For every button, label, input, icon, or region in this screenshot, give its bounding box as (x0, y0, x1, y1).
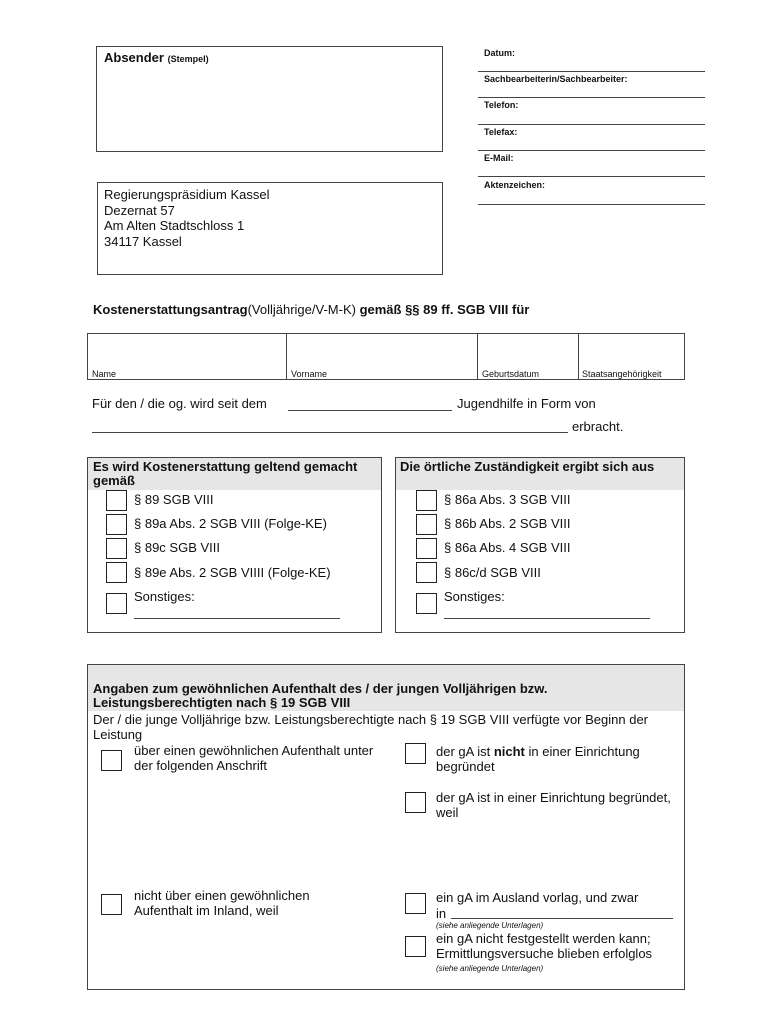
sender-label: Absender (104, 50, 164, 65)
field-email: E-Mail: (484, 153, 514, 163)
reimbursement-box (87, 457, 382, 633)
jurisdiction-box (395, 457, 685, 633)
recipient-line-2: Dezernat 57 (104, 202, 175, 218)
recipient-box (97, 182, 443, 275)
checkbox-no-residence[interactable] (101, 894, 122, 915)
option-not-in-facility: der gA ist nicht in einer Einrichtung begründet (436, 744, 640, 774)
checkbox-86a3[interactable] (416, 490, 437, 511)
col-firstname-label: Vorname (291, 369, 328, 379)
field-phone: Telefon: (484, 100, 519, 110)
checkbox-86cd[interactable] (416, 562, 437, 583)
field-reference: Aktenzeichen: (484, 180, 546, 190)
intro-text-c: erbracht. (572, 419, 624, 434)
option-89a: § 89a Abs. 2 SGB VIII (Folge-KE) (134, 516, 327, 531)
option-abroad-in: in (436, 906, 447, 921)
recipient-line-4: 34117 Kassel (104, 233, 182, 249)
abroad-note: (siehe anliegende Unterlagen) (436, 921, 544, 930)
intro-line-1 (92, 396, 267, 411)
option-86b2: § 86b Abs. 2 SGB VIII (444, 516, 571, 531)
field-clerk: Sachbearbeiterin/Sachbearbeiter: (484, 74, 628, 84)
jurisdiction-header: Die örtliche Zuständigkeit ergibt sich aus (400, 459, 655, 474)
option-86a3: § 86a Abs. 3 SGB VIII (444, 492, 571, 507)
title-bold-2: gemäß §§ 89 ff. SGB VIII für (355, 302, 530, 317)
option-not-determined: ein gA nicht festgestellt werden kann; Ermittlungsversuche blieben erfolglos (436, 931, 653, 961)
recipient-line-1: Regierungspräsidium Kassel (104, 187, 270, 202)
checkbox-abroad[interactable] (405, 893, 426, 914)
field-clerk-line[interactable] (478, 97, 705, 98)
option-89c: § 89c SGB VIII (134, 540, 220, 555)
title-bold-1: Kostenerstattungsantrag (93, 302, 248, 317)
title-normal: (Volljährige/V-M-K) (247, 302, 356, 317)
cell-firstname[interactable] (287, 334, 477, 380)
cell-name[interactable] (88, 334, 286, 380)
aid-type-line[interactable] (92, 432, 568, 433)
option-89e: § 89e Abs. 2 SGB VIIII (Folge-KE) (134, 565, 331, 580)
col-name-label: Name (92, 369, 117, 379)
residence-box (87, 664, 685, 990)
field-fax-line[interactable] (478, 150, 705, 151)
checkbox-89c[interactable] (106, 538, 127, 559)
checkbox-86a4[interactable] (416, 538, 437, 559)
field-date-line[interactable] (478, 71, 705, 72)
option-habitual-residence: über einen gewöhnlichen Aufenthalt unter der folgenden Anschrift (134, 743, 374, 773)
checkbox-other-right[interactable] (416, 593, 437, 614)
other-right-line[interactable] (444, 618, 650, 619)
checkbox-in-facility[interactable] (405, 792, 426, 813)
option-86cd: § 86c/d SGB VIII (444, 565, 541, 580)
checkbox-other-left[interactable] (106, 593, 127, 614)
intro-text-b: Jugendhilfe in Form von (457, 396, 596, 411)
field-reference-line[interactable] (478, 204, 705, 205)
checkbox-habitual-residence[interactable] (101, 750, 122, 771)
reimbursement-header: Es wird Kostenerstattung geltend gemacht gemäß (93, 459, 358, 488)
person-table (87, 333, 685, 380)
option-no-residence: nicht über einen gewöhnlichen Aufenthalt im Inland, weil (134, 888, 310, 918)
col-nationality-label: Staatsangehörigkeit (582, 369, 662, 379)
field-date: Datum: (484, 48, 515, 58)
form-title (93, 302, 529, 317)
checkbox-not-determined[interactable] (405, 936, 426, 957)
cell-nationality[interactable] (579, 334, 685, 380)
option-other-left: Sonstiges: (134, 589, 195, 604)
checkbox-89a[interactable] (106, 514, 127, 535)
checkbox-89[interactable] (106, 490, 127, 511)
sender-box[interactable] (96, 46, 443, 152)
other-left-line[interactable] (134, 618, 340, 619)
sender-stamp-label: (Stempel) (167, 54, 209, 64)
option-abroad: ein gA im Ausland vorlag, und zwar (436, 890, 639, 905)
option-86a4: § 86a Abs. 4 SGB VIII (444, 540, 571, 555)
checkbox-not-in-facility[interactable] (405, 743, 426, 764)
abroad-country-line[interactable] (451, 918, 673, 919)
cell-birthdate[interactable] (478, 334, 578, 380)
recipient-line-3: Am Alten Stadtschloss 1 (104, 218, 245, 233)
checkbox-86b2[interactable] (416, 514, 437, 535)
checkbox-89e[interactable] (106, 562, 127, 583)
field-email-line[interactable] (478, 176, 705, 177)
since-date-line[interactable] (288, 410, 452, 411)
residence-header: Angaben zum gewöhnlichen Aufenthalt des / der jungen Volljährigen bzw. Leistungsberechtigten nach § 19 SGB VIII (93, 681, 548, 710)
intro-text-a: Für den / die og. wird seit dem (92, 396, 267, 411)
field-fax: Telefax: (484, 127, 518, 137)
field-phone-line[interactable] (478, 124, 705, 125)
residence-intro: Der / die junge Volljährige bzw. Leistungsberechtigte nach § 19 SGB VIII verfügte vor Beginn der Leistung (93, 712, 649, 742)
option-in-facility: der gA ist in einer Einrichtung begründet, weil (436, 790, 671, 820)
col-birthdate-label: Geburtsdatum (482, 369, 540, 379)
option-89: § 89 SGB VIII (134, 492, 214, 507)
option-other-right: Sonstiges: (444, 589, 505, 604)
not-determined-note: (siehe anliegende Unterlagen) (436, 964, 544, 973)
